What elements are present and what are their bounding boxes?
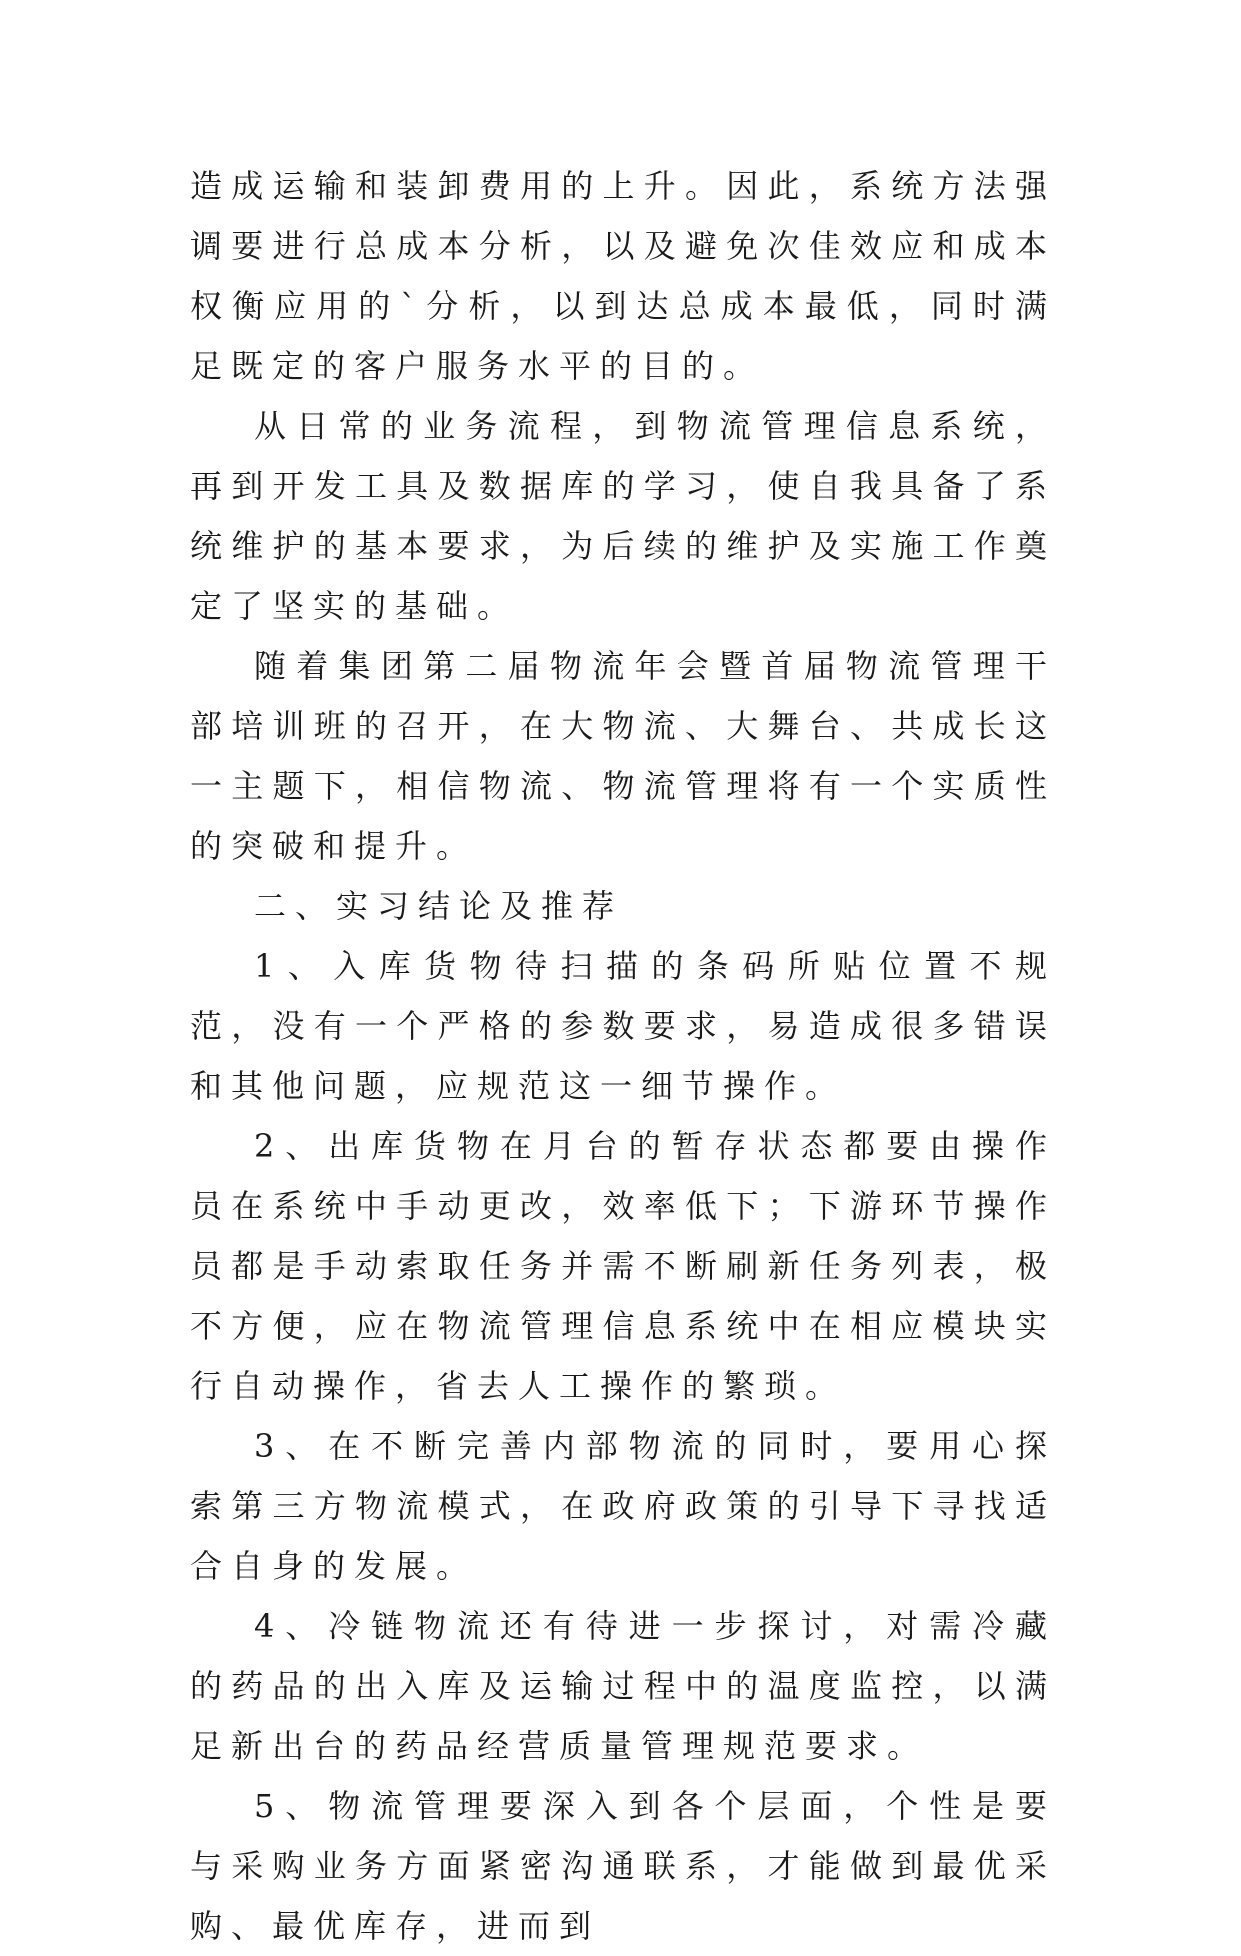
document-page [190,156,1056,1956]
section-heading: 二、实习结论及推荐 [254,887,624,925]
recommendation-1: 1、入库货物待扫描的条码所贴位置不规范，没有一个严格的参数要求，易造成很多错误和其他问题，应规范这一细节操作。 [190,947,1056,1105]
recommendation-2: 2、出库货物在月台的暂存状态都要由操作员在系统中手动更改，效率低下；下游环节操作员都是手动索取任务并需不断刷新任务列表，极不方便，应在物流管理信息系统中在相应模块实行自动操作，省去人工操作的繁琐。 [190,1127,1056,1405]
paragraph-1: 造成运输和装卸费用的上升。因此，系统方法强调要进行总成本分析，以及避免次佳效应和成本权衡应用的`分析，以到达总成本最低，同时满足既定的客户服务水平的目的。 [190,167,1056,385]
recommendation-4: 4、冷链物流还有待进一步探讨，对需冷藏的药品的出入库及运输过程中的温度监控，以满足新出台的药品经营质量管理规范要求。 [190,1607,1056,1765]
recommendation-5: 5、物流管理要深入到各个层面，个性是要与采购业务方面紧密沟通联系，才能做到最优采购、最优库存，进而到 [190,1787,1056,1945]
recommendation-3: 3、在不断完善内部物流的同时，要用心探索第三方物流模式，在政府政策的引导下寻找适合自身的发展。 [190,1427,1056,1585]
paragraph-2: 从日常的业务流程，到物流管理信息系统，再到开发工具及数据库的学习，使自我具备了系统维护的基本要求，为后续的维护及实施工作奠定了坚实的基础。 [190,407,1056,625]
paragraph-3: 随着集团第二届物流年会暨首届物流管理干部培训班的召开，在大物流、大舞台、共成长这一主题下，相信物流、物流管理将有一个实质性的突破和提升。 [190,647,1056,865]
